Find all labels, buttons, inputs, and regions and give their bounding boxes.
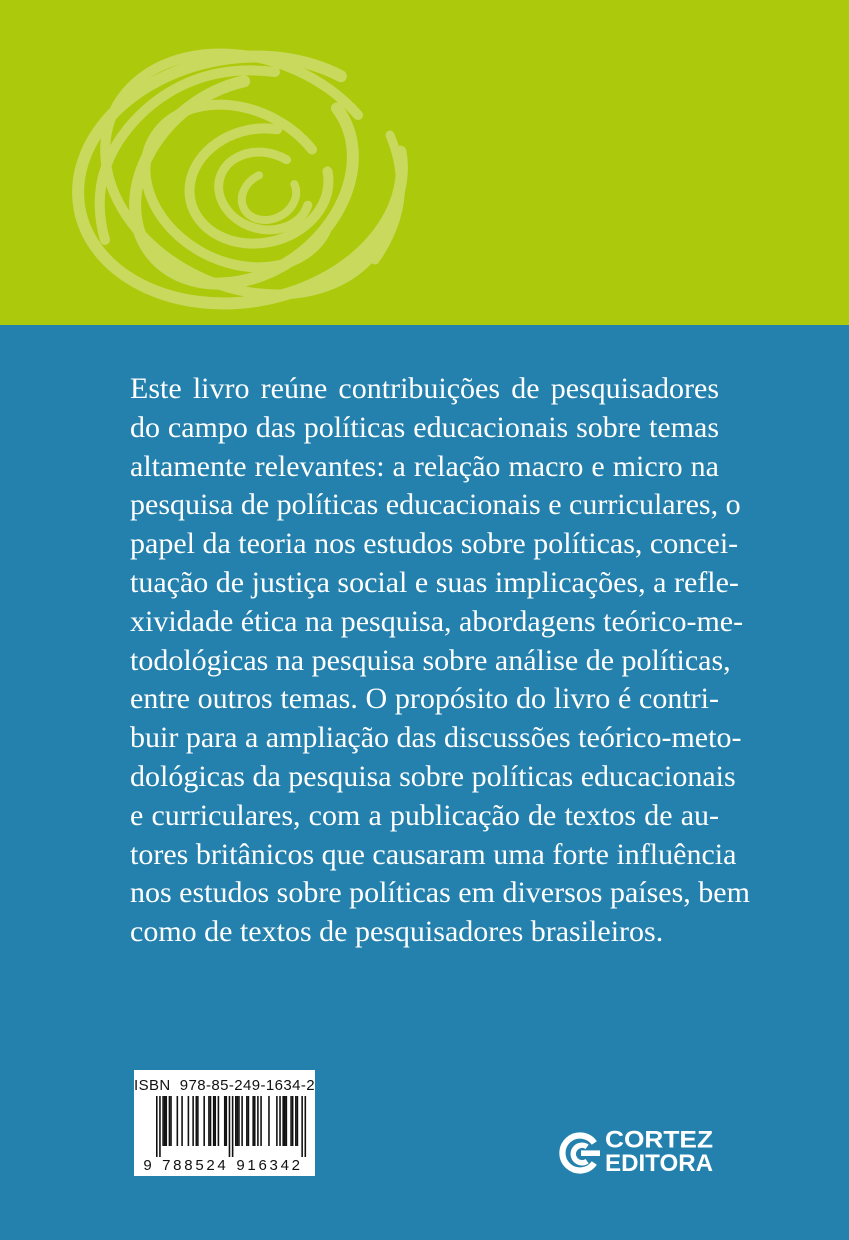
cortez-logo-icon bbox=[562, 1136, 600, 1171]
synopsis-line: nos estudos sobre políticas em diversos países, bem bbox=[130, 876, 750, 910]
synopsis-line: entre outros temas. O propósito do livro é contri- bbox=[130, 682, 719, 716]
synopsis-line: do campo das políticas educacionais sobre temas bbox=[130, 410, 719, 444]
cover-top-band bbox=[0, 0, 849, 325]
svg-text:9: 9 bbox=[235, 1157, 245, 1172]
synopsis-text bbox=[130, 370, 750, 952]
synopsis-line: papel da teoria nos estudos sobre políticas, concei- bbox=[130, 527, 739, 561]
svg-text:7: 7 bbox=[161, 1157, 170, 1172]
synopsis-line: e curriculares, com a publicação de textos de au- bbox=[130, 798, 719, 832]
synopsis-line: xividade ética na pesquisa, abordagens teórico-me- bbox=[130, 604, 744, 638]
svg-text:1: 1 bbox=[246, 1157, 256, 1172]
synopsis-line: como de textos de pesquisadores brasileiros. bbox=[130, 915, 664, 949]
svg-text:9: 9 bbox=[142, 1157, 152, 1172]
svg-text:2: 2 bbox=[205, 1157, 215, 1172]
svg-text:8: 8 bbox=[183, 1157, 193, 1172]
svg-text:5: 5 bbox=[194, 1157, 204, 1172]
synopsis-line: todológicas na pesquisa sobre análise de políticas, bbox=[130, 643, 731, 677]
isbn-barcode bbox=[134, 1070, 315, 1176]
ean13-barcode bbox=[143, 1096, 307, 1172]
svg-text:6: 6 bbox=[258, 1157, 267, 1172]
svg-text:4: 4 bbox=[280, 1157, 289, 1172]
synopsis-line: pesquisa de políticas educacionais e curriculares, o bbox=[130, 488, 741, 522]
synopsis-line: dológicas da pesquisa sobre políticas educacionais bbox=[130, 759, 736, 793]
synopsis-line: buir para a ampliação das discussões teórico-meto- bbox=[130, 721, 742, 755]
svg-text:3: 3 bbox=[269, 1157, 278, 1172]
publisher-logo bbox=[556, 1126, 716, 1178]
publisher-name-line1: CORTEZ bbox=[605, 1126, 713, 1154]
synopsis-line: tuação de justiça social e suas implicações, a refle- bbox=[130, 565, 739, 599]
rose-scribble-icon bbox=[45, 30, 435, 320]
synopsis-line: tores britânicos que causaram uma forte influência bbox=[130, 837, 737, 871]
isbn-label: ISBN 978-85-249-1634-2 bbox=[134, 1077, 315, 1094]
svg-text:8: 8 bbox=[172, 1157, 181, 1172]
publisher-name-line2: EDITORA bbox=[605, 1150, 713, 1177]
synopsis-line: Este livro reúne contribuições de pesquisadores bbox=[130, 372, 719, 405]
synopsis-line: altamente relevantes: a relação macro e micro na bbox=[130, 449, 719, 483]
svg-text:4: 4 bbox=[216, 1157, 226, 1172]
svg-text:2: 2 bbox=[291, 1157, 300, 1172]
